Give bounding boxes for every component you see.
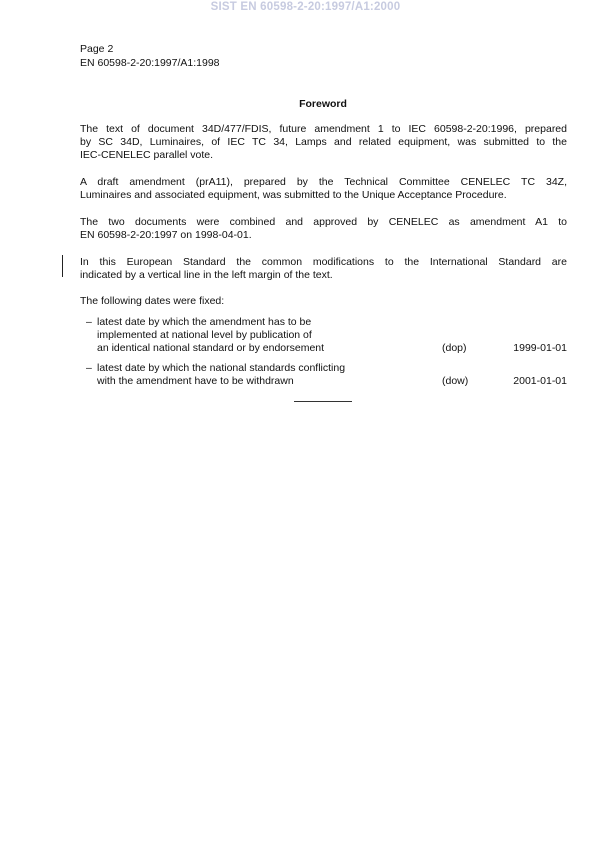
watermark: SIST EN 60598-2-20:1997/A1:2000 xyxy=(210,1,401,13)
paragraph-line: In this European Standard the common modifications to the International Standard are xyxy=(80,256,567,268)
paragraph-line: IEC-CENELEC parallel vote. xyxy=(80,149,214,161)
paragraph-approval xyxy=(80,216,567,242)
paragraph-line: A draft amendment (prA11), prepared by the Technical Committee CENELEC TC 34Z, xyxy=(80,176,567,188)
page-number: Page 2 xyxy=(80,43,114,55)
date-item-line: an identical national standard or by endorsement xyxy=(97,342,325,354)
paragraph-line: by SC 34D, Luminaires, of IEC TC 34, Lamps and related equipment, was submitted to the xyxy=(80,136,567,148)
date-item-line: with the amendment have to be withdrawn xyxy=(97,375,294,387)
list-dash: – xyxy=(86,316,92,328)
date-abbreviation: (dop) xyxy=(442,342,467,354)
date-item-description xyxy=(97,316,417,355)
paragraph-dates-intro xyxy=(80,295,567,308)
change-marker-line xyxy=(62,255,63,277)
paragraph-line: indicated by a vertical line in the left margin of the text. xyxy=(80,269,333,281)
paragraph-line: The two documents were combined and approved by CENELEC as amendment A1 to xyxy=(80,216,567,228)
paragraph-line: Luminaires and associated equipment, was submitted to the Unique Acceptance Procedure. xyxy=(80,189,507,201)
date-value: 1999-01-01 xyxy=(513,342,567,354)
paragraph-line: The following dates were fixed: xyxy=(80,295,225,307)
date-abbreviation: (dow) xyxy=(442,375,469,387)
date-item-line: latest date by which the amendment has to be xyxy=(97,316,312,328)
page-header xyxy=(80,42,220,70)
paragraph-draft-amendment xyxy=(80,176,567,202)
document-number: EN 60598-2-20:1997/A1:1998 xyxy=(80,57,220,69)
paragraph-document-origin xyxy=(80,123,567,162)
list-dash: – xyxy=(86,362,92,374)
date-item-line: implemented at national level by publication of xyxy=(97,329,312,341)
foreword-title: Foreword xyxy=(299,98,347,110)
date-value: 2001-01-01 xyxy=(513,375,567,387)
paragraph-line: EN 60598-2-20:1997 on 1998-04-01. xyxy=(80,229,252,241)
paragraph-line: The text of document 34D/477/FDIS, future amendment 1 to IEC 60598-2-20:1996, prepared xyxy=(80,123,567,135)
paragraph-common-modifications xyxy=(80,256,567,282)
date-item-description xyxy=(97,362,417,388)
end-divider xyxy=(294,401,352,402)
date-item-line: latest date by which the national standards conflicting xyxy=(97,362,346,374)
